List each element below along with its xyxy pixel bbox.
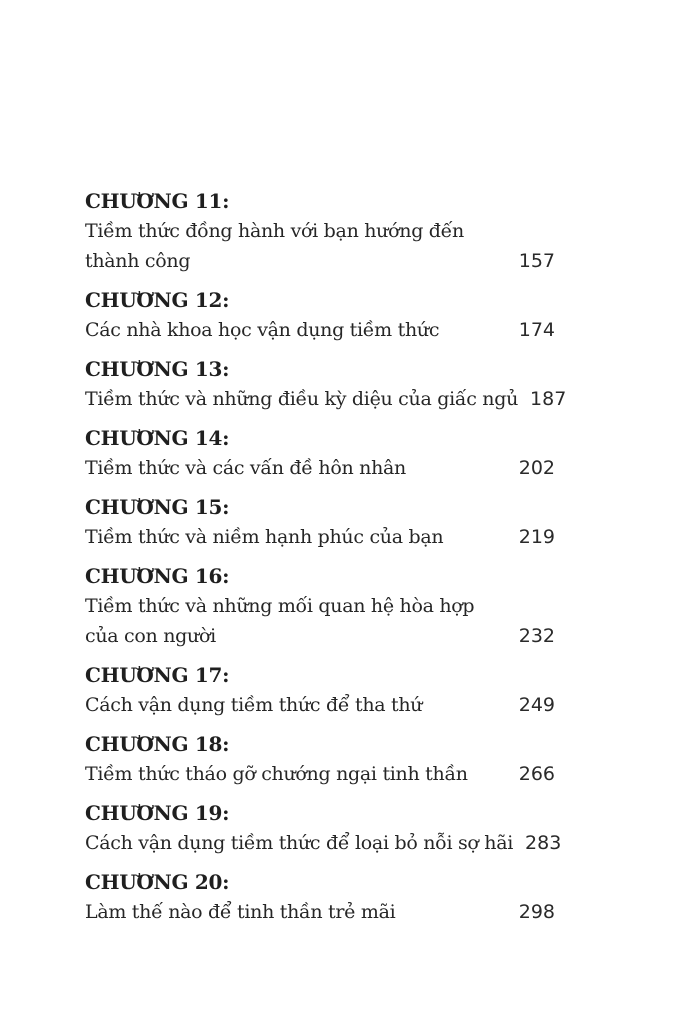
toc-chapter [85, 354, 567, 414]
chapter-title-line [85, 759, 555, 789]
chapter-label: CHƯƠNG 15: [85, 495, 230, 519]
chapter-label: CHƯƠNG 12: [85, 288, 230, 312]
chapter-title-line [85, 828, 562, 858]
toc-chapter [85, 729, 555, 789]
toc-chapter [85, 285, 555, 345]
chapter-page-number: 249 [518, 694, 555, 716]
chapter-title-line [85, 522, 555, 552]
chapter-title-text: Làm thế nào để tinh thần trẻ mãi [85, 901, 396, 923]
chapter-label: CHƯƠNG 11: [85, 189, 230, 213]
toc-chapter [85, 423, 555, 483]
chapter-page-number: 157 [518, 250, 555, 272]
chapter-title-line [85, 216, 555, 246]
toc-chapter [85, 561, 555, 651]
chapter-title-text: Tiềm thức và những điều kỳ diệu của giấc ngủ [85, 388, 519, 410]
chapter-title-text: Tiềm thức và các vấn đề hôn nhân [85, 457, 406, 479]
chapter-title-text: của con người [85, 625, 216, 647]
chapter-label: CHƯƠNG 14: [85, 426, 230, 450]
chapter-title-text: Tiềm thức và những mối quan hệ hòa hợp [85, 595, 475, 617]
chapter-label: CHƯƠNG 13: [85, 357, 230, 381]
chapter-title-text: thành công [85, 250, 191, 272]
toc-list [85, 186, 567, 927]
chapter-page-number: 174 [518, 319, 555, 341]
chapter-page-number: 219 [518, 526, 555, 548]
toc-chapter [85, 492, 555, 552]
chapter-title-line [85, 453, 555, 483]
chapter-label: CHƯƠNG 19: [85, 801, 230, 825]
chapter-title-line [85, 315, 555, 345]
chapter-title-text: Các nhà khoa học vận dụng tiềm thức [85, 319, 440, 341]
chapter-title-line [85, 384, 567, 414]
chapter-label: CHƯƠNG 20: [85, 870, 230, 894]
chapter-page-number: 283 [525, 832, 562, 854]
toc-chapter [85, 867, 555, 927]
chapter-title-text: Tiềm thức tháo gỡ chướng ngại tinh thần [85, 763, 468, 785]
chapter-label: CHƯƠNG 16: [85, 564, 230, 588]
chapter-label: CHƯƠNG 17: [85, 663, 230, 687]
chapter-title-line [85, 246, 555, 276]
toc-chapter [85, 186, 555, 276]
chapter-page-number: 232 [518, 625, 555, 647]
toc-chapter [85, 660, 555, 720]
chapter-page-number: 187 [530, 388, 567, 410]
chapter-page-number: 202 [518, 457, 555, 479]
chapter-title-text: Tiềm thức đồng hành với bạn hướng đến [85, 220, 464, 242]
chapter-title-text: Cách vận dụng tiềm thức để tha thứ [85, 694, 423, 716]
chapter-title-text: Cách vận dụng tiềm thức để loại bỏ nỗi sợ hãi [85, 832, 514, 854]
chapter-title-line [85, 621, 555, 651]
chapter-title-line [85, 897, 555, 927]
chapter-page-number: 298 [518, 901, 555, 923]
toc-chapter [85, 798, 562, 858]
chapter-title-line [85, 690, 555, 720]
chapter-page-number: 266 [518, 763, 555, 785]
chapter-title-line [85, 591, 555, 621]
chapter-label: CHƯƠNG 18: [85, 732, 230, 756]
chapter-title-text: Tiềm thức và niềm hạnh phúc của bạn [85, 526, 444, 548]
